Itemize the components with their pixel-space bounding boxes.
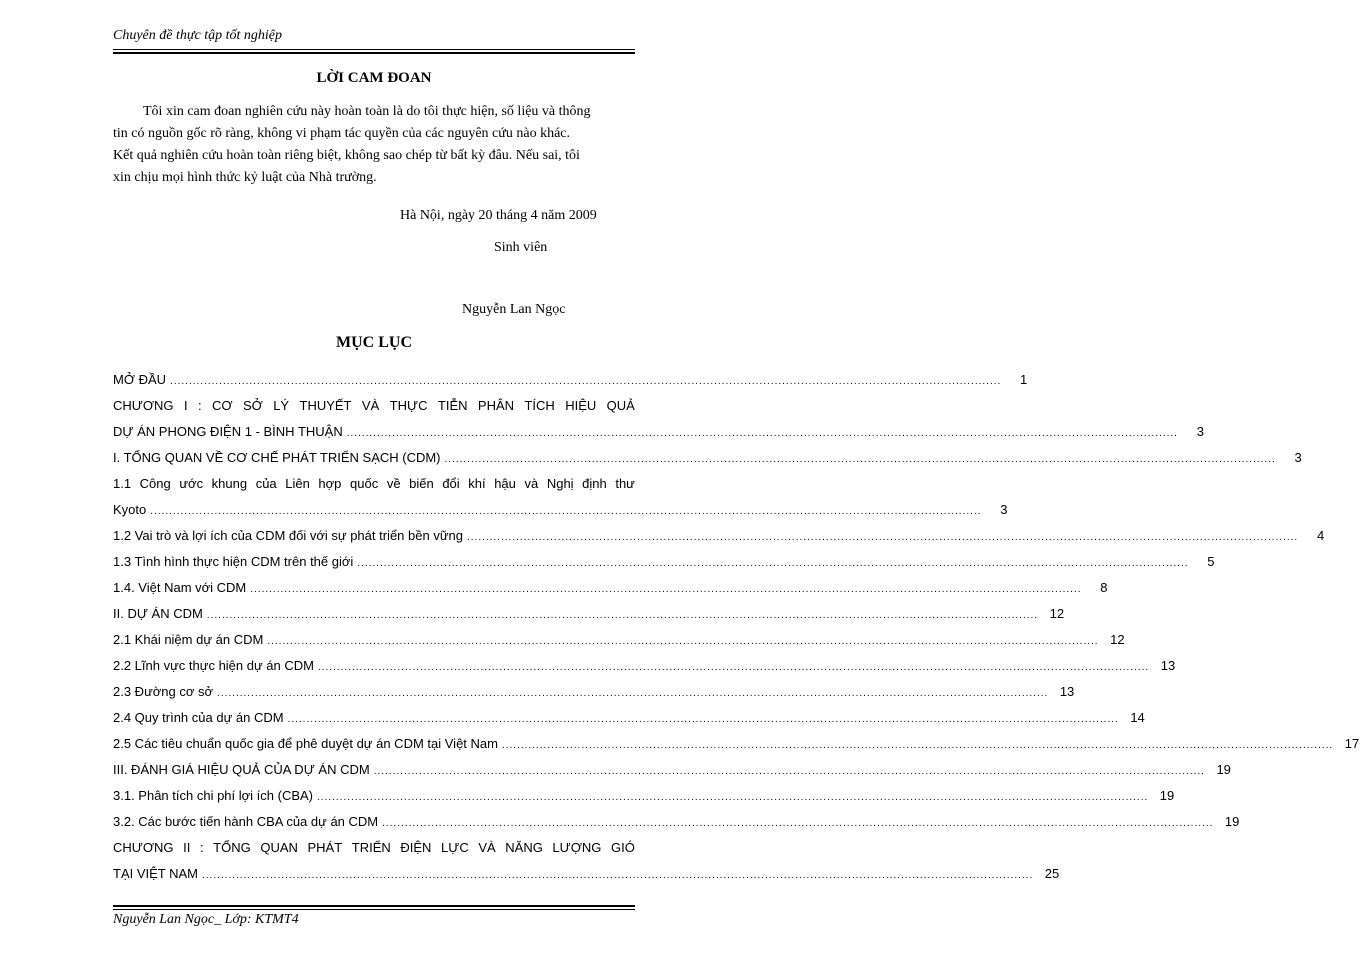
toc-leader-dots: ............................................................................................................................................................................................................................	[357, 558, 1189, 569]
toc-entry-page: 3	[1000, 502, 1008, 517]
toc-entry-label: 2.5 Các tiêu chuẩn quốc gia để phê duyệt dự án CDM tại Việt Nam	[113, 736, 498, 751]
toc-entry-label: Kyoto	[113, 502, 147, 517]
toc-entry-label: 3.2. Các bước tiến hành CBA của dự án CDM	[113, 814, 379, 829]
toc-leader-dots: ............................................................................................................................................................................................................................	[150, 506, 982, 517]
toc-entry[interactable]	[113, 809, 1240, 835]
toc-entry-label: 1.2 Vai trò và lợi ích của CDM đối với sự phát triển bền vững	[113, 528, 463, 543]
toc-entry-label: 2.2 Lĩnh vực thực hiện dự án CDM	[113, 658, 314, 673]
toc-leader-dots: ............................................................................................................................................................................................................................	[346, 428, 1178, 439]
toc-entry[interactable]	[113, 523, 1325, 549]
toc-leader-dots: ............................................................................................................................................................................................................................	[267, 636, 1099, 647]
toc-entry-label: 1.3 Tình hình thực hiện CDM trên thế giới	[113, 554, 354, 569]
toc-entry-label: II. DỰ ÁN CDM	[113, 606, 203, 621]
toc-entry-label: CHƯƠNG I : CƠ SỞ LÝ THUYẾT VÀ THỰC TIỄN PHÂN TÍCH HIỆU QUẢ	[113, 398, 635, 413]
toc-leader-dots: ............................................................................................................................................................................................................................	[382, 818, 1214, 829]
footer-rule-thin	[113, 909, 635, 910]
toc-entry-label: 1.1 Công ước khung của Liên hợp quốc về biến đổi khí hậu và Nghị định thư	[113, 476, 635, 491]
toc-entry-page: 1	[1020, 372, 1028, 387]
toc-entry[interactable]	[113, 783, 1175, 809]
toc-entry-label: MỞ ĐẦU	[113, 372, 167, 387]
toc-leader-dots: ............................................................................................................................................................................................................................	[217, 688, 1049, 699]
toc-leader-dots: ............................................................................................................................................................................................................................	[287, 714, 1119, 725]
toc-entry[interactable]	[113, 601, 1065, 627]
toc-entry-label: 2.4 Quy trình của dự án CDM	[113, 710, 284, 725]
toc-entry[interactable]	[113, 419, 1204, 445]
header-rule-thick	[113, 52, 635, 54]
toc-entry[interactable]	[113, 835, 635, 861]
toc-entry-page: 3	[1196, 424, 1204, 439]
toc-leader-dots: ............................................................................................................................................................................................................................	[202, 870, 1034, 881]
toc-entry-page: 13	[1160, 658, 1176, 673]
toc-entry-label: 2.3 Đường cơ sở	[113, 684, 214, 699]
toc-entry[interactable]	[113, 393, 635, 419]
header-title: Chuyên đề thực tập tốt nghiệp	[113, 28, 282, 43]
toc-entry[interactable]	[113, 497, 1008, 523]
toc-leader-dots: ............................................................................................................................................................................................................................	[317, 662, 1150, 673]
declaration-line: tin có nguồn gốc rõ ràng, không vi phạm tác quyền của các nguyên cứu nào khác.	[113, 126, 570, 141]
footer-rule-thick	[113, 905, 635, 907]
toc-leader-dots: ............................................................................................................................................................................................................................	[206, 610, 1039, 621]
toc-leader-dots: ............................................................................................................................................................................................................................	[250, 584, 1082, 595]
toc-leader-dots: ............................................................................................................................................................................................................................	[466, 532, 1299, 543]
header-rule-thin	[113, 49, 635, 50]
toc-entry[interactable]	[113, 679, 1075, 705]
toc-leader-dots: ............................................................................................................................................................................................................................	[501, 740, 1334, 751]
toc-entry-page: 4	[1316, 528, 1325, 543]
toc-entry-label: TẠI VIỆT NAM	[113, 866, 198, 881]
table-of-contents	[113, 367, 1360, 887]
toc-entry[interactable]	[113, 627, 1125, 653]
toc-entry[interactable]	[113, 549, 1215, 575]
toc-leader-dots: ............................................................................................................................................................................................................................	[317, 792, 1149, 803]
declaration-date: Hà Nội, ngày 20 tháng 4 năm 2009	[400, 208, 597, 223]
declaration-role: Sinh viên	[494, 240, 548, 255]
footer-author: Nguyễn Lan Ngọc_ Lớp: KTMT4	[113, 912, 299, 927]
toc-entry-label: I. TỔNG QUAN VỀ CƠ CHẾ PHÁT TRIỂN SẠCH (CDM)	[113, 450, 441, 465]
toc-entry-page: 12	[1049, 606, 1065, 621]
toc-entry[interactable]	[113, 367, 1028, 393]
toc-leader-dots: ............................................................................................................................................................................................................................	[444, 454, 1276, 465]
declaration-signature-name: Nguyễn Lan Ngọc	[462, 302, 566, 317]
toc-entry[interactable]	[113, 861, 1060, 887]
toc-entry[interactable]	[113, 705, 1145, 731]
declaration-paragraph	[113, 101, 635, 189]
declaration-line: xin chịu mọi hình thức kỷ luật của Nhà trường.	[113, 170, 377, 185]
toc-entry-label: DỰ ÁN PHONG ĐIỆN 1 - BÌNH THUẬN	[113, 424, 343, 439]
toc-leader-dots: ............................................................................................................................................................................................................................	[170, 376, 1002, 387]
toc-entry-label: 1.4. Việt Nam với CDM	[113, 580, 247, 595]
toc-entry-page: 8	[1100, 580, 1108, 595]
declaration-line: Kết quả nghiên cứu hoàn toàn riêng biệt, không sao chép từ bất kỳ đâu. Nếu sai, tôi	[113, 148, 580, 163]
toc-entry-label: 2.1 Khái niệm dự án CDM	[113, 632, 264, 647]
toc-entry-page: 19	[1216, 762, 1231, 777]
toc-entry-page: 19	[1159, 788, 1175, 803]
toc-entry-page: 3	[1294, 450, 1302, 465]
declaration-line: Tôi xin cam đoan nghiên cứu này hoàn toàn là do tôi thực hiện, số liệu và thông	[143, 104, 591, 119]
toc-entry-page: 25	[1044, 866, 1060, 881]
toc-entry-page: 17	[1344, 736, 1360, 751]
toc-entry-page: 12	[1110, 632, 1125, 647]
toc-entry[interactable]	[113, 575, 1108, 601]
toc-entry[interactable]	[113, 445, 1302, 471]
declaration-title: LỜI CAM ĐOAN	[316, 70, 432, 86]
toc-title: MỤC LỤC	[336, 334, 412, 351]
toc-leader-dots: ............................................................................................................................................................................................................................	[373, 766, 1205, 777]
toc-entry-page: 14	[1130, 710, 1145, 725]
toc-entry[interactable]	[113, 471, 635, 497]
toc-entry[interactable]	[113, 653, 1176, 679]
toc-entry-label: 3.1. Phân tích chi phí lợi ích (CBA)	[113, 788, 314, 803]
toc-entry-label: CHƯƠNG II : TỔNG QUAN PHÁT TRIỂN ĐIỆN LỰC VÀ NĂNG LƯỢNG GIÓ	[113, 840, 635, 855]
toc-entry-label: III. ĐÁNH GIÁ HIỆU QUẢ CỦA DỰ ÁN CDM	[113, 762, 370, 777]
toc-entry[interactable]	[113, 757, 1231, 783]
toc-entry-page: 5	[1207, 554, 1215, 569]
toc-entry-page: 13	[1059, 684, 1075, 699]
toc-entry-page: 19	[1224, 814, 1240, 829]
toc-entry[interactable]	[113, 731, 1360, 757]
